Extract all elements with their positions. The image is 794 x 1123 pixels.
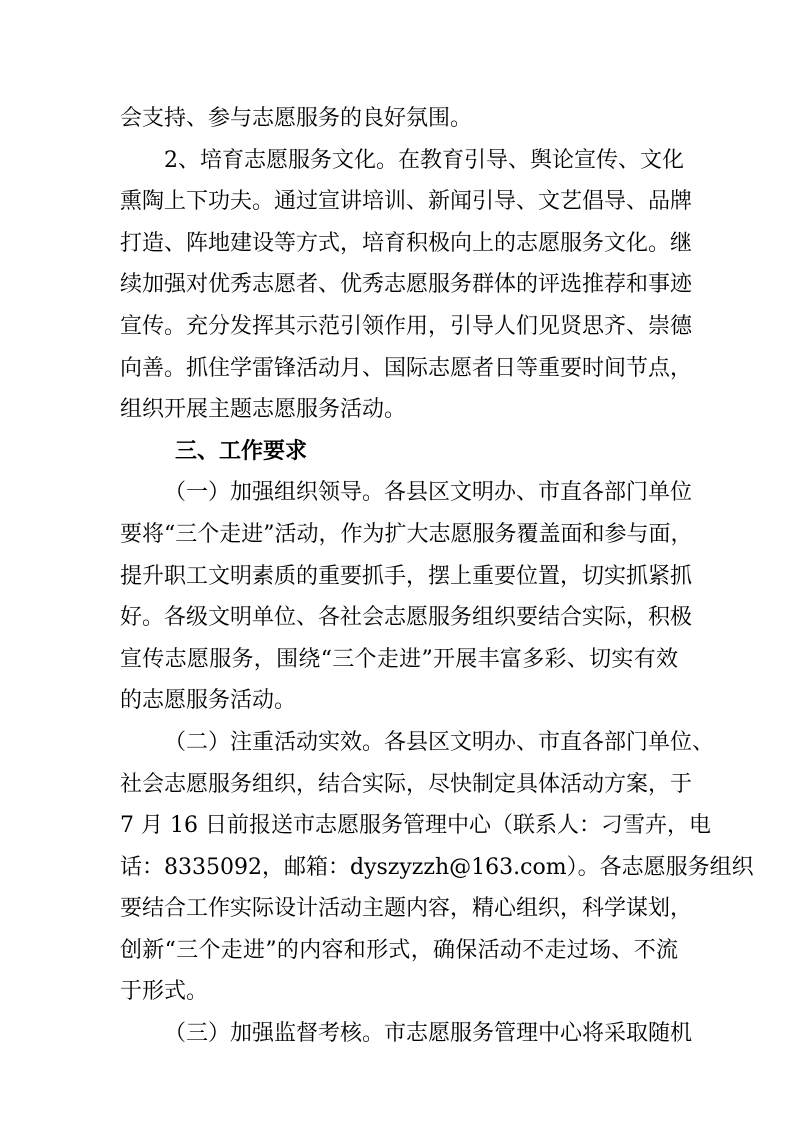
text-line: 熏陶上下功夫。通过宣讲培训、新闻引导、文艺倡导、品牌 xyxy=(120,189,693,215)
text-line: 于形式。 xyxy=(120,979,209,1005)
text-line: 会支持、参与志愿服务的良好氛围。 xyxy=(120,106,473,131)
text-line: 续加强对优秀志愿者、优秀志愿服务群体的评选推荐和事迹 xyxy=(120,272,693,298)
text-line: 话：8335092，邮箱：dyszyzzh@163.com）。各志愿服务组织 xyxy=(120,854,754,880)
text-line: 组织开展主题志愿服务活动。 xyxy=(120,397,407,423)
text-line: （一）加强组织领导。各县区文明办、市直各部门单位 xyxy=(164,480,693,506)
text-line: 好。各级文明单位、各社会志愿服务组织要结合实际，积极 xyxy=(120,605,693,631)
text-line: 提升职工文明素质的重要抓手，摆上重要位置，切实抓紧抓 xyxy=(120,563,693,589)
text-line: 7 月 16 日前报送市志愿服务管理中心（联系人：刁雪卉，电 xyxy=(120,813,711,839)
text-line: 要结合工作实际设计活动主题内容，精心组织，科学谋划， xyxy=(120,896,693,922)
text-line: 向善。抓住学雷锋活动月、国际志愿者日等重要时间节点， xyxy=(120,355,693,381)
document-body xyxy=(120,98,754,1055)
text-line: 要将“三个走进”活动，作为扩大志愿服务覆盖面和参与面， xyxy=(120,521,693,547)
text-line: （二）注重活动实效。各县区文明办、市直各部门单位、 xyxy=(164,729,715,755)
text-line: 创新“三个走进”的内容和形式，确保活动不走过场、不流 xyxy=(120,937,678,963)
text-line: 的志愿服务活动。 xyxy=(120,688,297,714)
text-line: 打造、阵地建设等方式，培育积极向上的志愿服务文化。继 xyxy=(120,230,693,256)
section-heading: 三、工作要求 xyxy=(175,438,308,464)
text-line: 社会志愿服务组织，结合实际，尽快制定具体活动方案，于 xyxy=(120,771,693,797)
text-line: 宣传志愿服务，围绕“三个走进”开展丰富多彩、切实有效 xyxy=(120,646,678,672)
text-line: 2、培育志愿服务文化。在教育引导、舆论宣传、文化 xyxy=(164,147,684,173)
text-line: （三）加强监督考核。市志愿服务管理中心将采取随机 xyxy=(164,1021,693,1047)
text-line: 宣传。充分发挥其示范引领作用，引导人们见贤思齐、崇德 xyxy=(120,313,693,339)
